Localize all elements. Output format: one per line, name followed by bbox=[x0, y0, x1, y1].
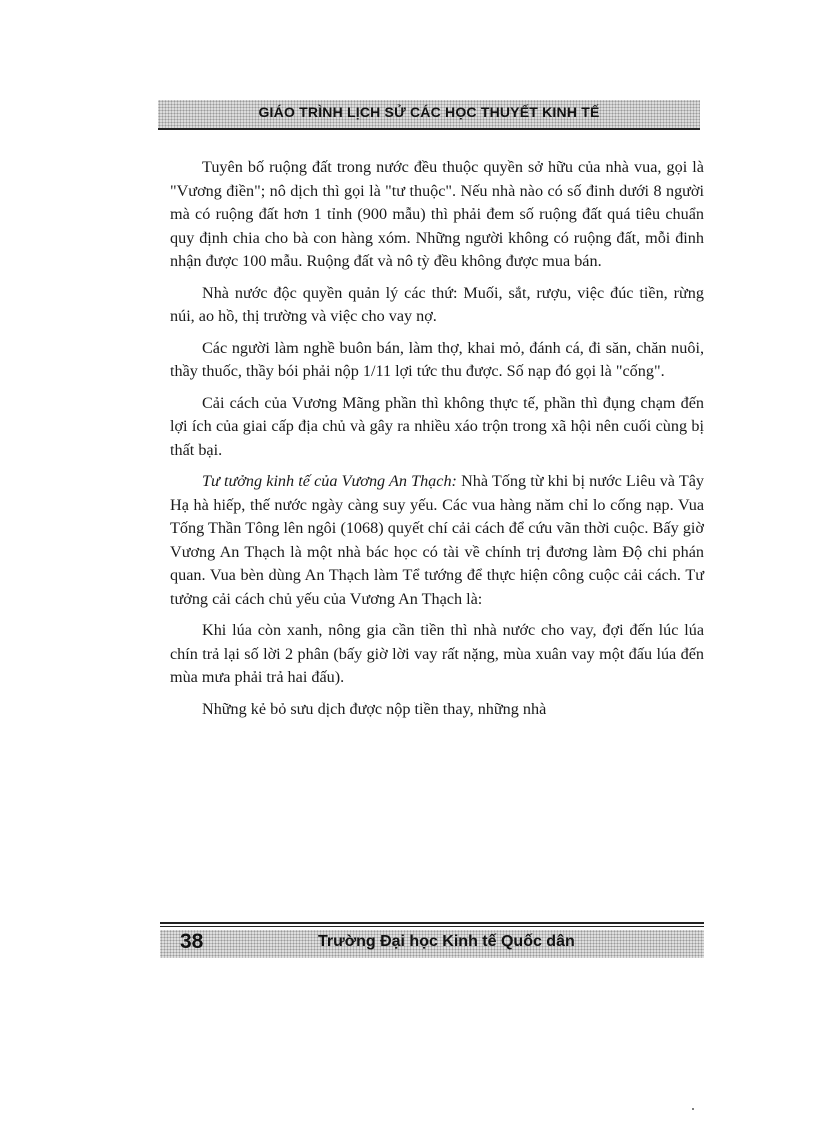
paragraph-7: Những kẻ bỏ sưu dịch được nộp tiền thay, những nhà bbox=[202, 699, 547, 718]
section-paragraph bbox=[170, 470, 704, 611]
footer-university-name: Trường Đại học Kinh tế Quốc dân bbox=[318, 933, 575, 950]
paragraph-2: Nhà nước độc quyền quản lý các thứ: Muối, sắt, rượu, việc đúc tiền, rừng núi, ao hồ, thị trường và việc cho vay nợ. bbox=[170, 283, 704, 325]
paragraph-6: Khi lúa còn xanh, nông gia cần tiền thì nhà nước cho vay, đợi đến lúc lúa chín trả lại số lời 2 phân (bấy giờ lời vay rất nặng, mùa xuân vay một đấu lúa đến mùa mưa phải trả hai đấu). bbox=[170, 621, 704, 686]
paragraph-4: Cải cách của Vương Mãng phần thì không thực tế, phần thì đụng chạm đến lợi ích của giai cấp địa chủ và gây ra nhiều xáo trộn trong xã hội nên cuối cùng bị thất bại. bbox=[170, 393, 704, 459]
scan-speck bbox=[692, 1108, 694, 1110]
section-heading: Tư tưởng kinh tế của Vương An Thạch: bbox=[202, 472, 457, 490]
page-number: 38 bbox=[180, 930, 204, 953]
page-header-title: GIÁO TRÌNH LỊCH SỬ CÁC HỌC THUYẾT KINH TẾ bbox=[258, 104, 600, 120]
page-body bbox=[170, 156, 704, 729]
header-rule bbox=[158, 128, 700, 130]
footer-rule-top bbox=[160, 922, 704, 924]
footer-rule-bottom bbox=[160, 926, 704, 927]
paragraph-3: Các người làm nghề buôn bán, làm thợ, khai mỏ, đánh cá, đi săn, chăn nuôi, thầy thuốc, thầy bói phải nộp 1/11 lợi tức thu được. Số nạp đó gọi là "cống". bbox=[170, 338, 704, 380]
paragraph-1: Tuyên bố ruộng đất trong nước đều thuộc quyền sở hữu của nhà vua, gọi là "Vương điền"; nô dịch thì gọi là "tư thuộc". Nếu nhà nào có số đinh dưới 8 người mà có ruộng đất hơn 1 tỉnh (900 mẫu) thì phải đem số ruộng đất quá tiêu chuẩn quy định chia cho bà con hàng xóm. Những người không có ruộng đất, mỗi đinh nhận được 100 mẫu. Ruộng đất và nô tỳ đều không được mua bán. bbox=[170, 158, 704, 270]
section-text: Nhà Tống từ khi bị nước Liêu và Tây Hạ hà hiếp, thế nước ngày càng suy yếu. Các vua hàng năm chỉ lo cống nạp. Vua Tống Thần Tông lên ngôi (1068) quyết chí cải cách để cứu vãn thời cuộc. Bấy giờ Vương An Thạch là một nhà bác học có tài về chính trị đương làm Độ chi phán quan. Vua bèn dùng An Thạch làm Tể tướng để thực hiện công cuộc cải cách. Tư tưởng cải cách chủ yếu của Vương An Thạch là: bbox=[170, 472, 704, 608]
